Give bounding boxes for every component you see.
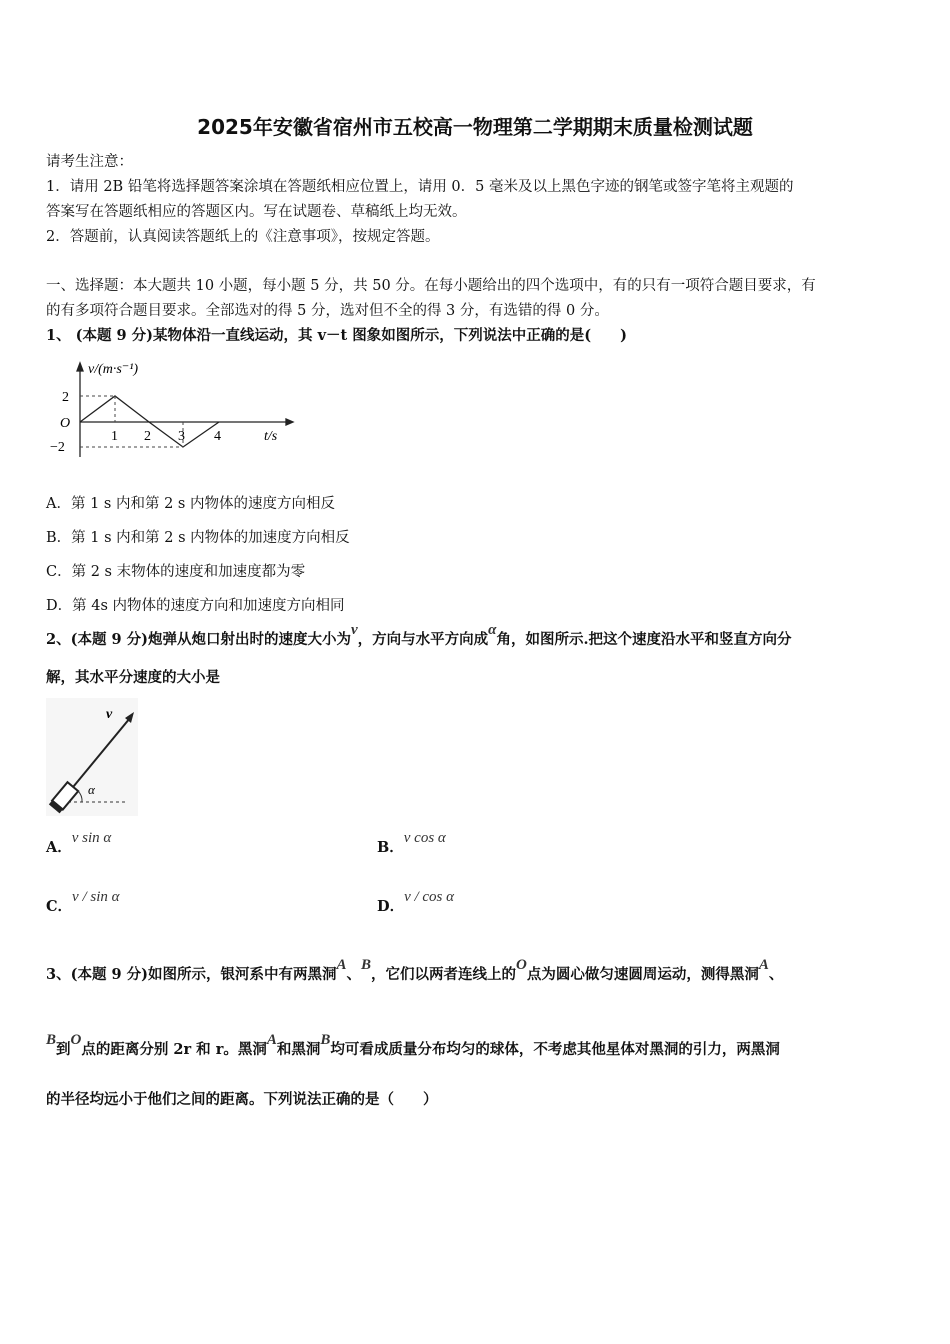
q2-option-a xyxy=(46,830,112,858)
x-tick-3: 3 xyxy=(178,429,185,444)
q3-B-1: B xyxy=(361,957,372,973)
q3-A-2: A xyxy=(758,957,769,973)
section-intro-1: 一、选择题：本大题共 10 小题，每小题 5 分，共 50 分。在每小题给出的四个选项中，有的只有一项符合题目要求，有 xyxy=(46,278,816,294)
q2-option-a-expr: v sin α xyxy=(71,830,112,846)
q2-option-c xyxy=(46,889,120,917)
q1-option-d: D．第 4s 内物体的速度方向和加速度方向相同 xyxy=(46,598,345,614)
notice-item-2: 2．答题前，认真阅读答题纸上的《注意事项》，按规定答题。 xyxy=(46,229,440,245)
v-axis-arrow xyxy=(77,363,83,371)
q3-B-3: B xyxy=(320,1032,331,1048)
q2-option-b-label: B． xyxy=(377,839,404,856)
x-tick-1: 1 xyxy=(111,429,118,444)
q1-stem: 1、 (本题 9 分)某物体沿一直线运动，其 v－t 图象如图所示，下列说法中正确的是( ) xyxy=(46,327,627,344)
y-tick-neg2: −2 xyxy=(50,440,65,455)
q3-B-2: B xyxy=(46,1032,57,1048)
q3-O-2: O xyxy=(70,1032,82,1048)
q2-cannon-figure xyxy=(46,698,138,816)
q1-vt-graph xyxy=(46,355,296,465)
q2-option-d xyxy=(377,889,455,917)
q3-p7: 和黑洞 xyxy=(276,1041,321,1058)
q3-p3: 点为圆心做匀速圆周运动，测得黑洞 xyxy=(526,966,759,983)
q2-stem-b: ，方向与水平方向成 xyxy=(357,631,489,648)
q2-option-d-expr: v / cos α xyxy=(404,889,455,905)
notice-heading: 请考生注意： xyxy=(46,154,133,170)
notice-item-1b: 答案写在答题纸相应的答题区内。写在试题卷、草稿纸上均无效。 xyxy=(46,204,467,220)
x-tick-4: 4 xyxy=(214,429,221,444)
q1-option-b: B．第 1 s 内和第 2 s 内物体的加速度方向相反 xyxy=(46,530,350,546)
origin-label: O xyxy=(60,416,71,431)
q3-O-1: O xyxy=(516,957,527,973)
q2-stem-c: 角，如图所示.把这个速度沿水平和竖直方向分 xyxy=(496,631,792,648)
q1-option-a: A．第 1 s 内和第 2 s 内物体的速度方向相反 xyxy=(46,496,335,512)
q3-p1: 3、(本题 9 分)如图所示，银河系中有两黑洞 xyxy=(46,966,337,983)
q2-stem-a: 2、(本题 9 分)炮弹从炮口射出时的速度大小为 xyxy=(46,631,351,648)
page-title: 2025年安徽省宿州市五校高一物理第二学期期末质量检测试题 xyxy=(197,115,753,139)
q2-option-b xyxy=(377,830,446,858)
q3-p5: 到 xyxy=(56,1041,71,1058)
q2-v-symbol: v xyxy=(351,622,358,638)
q3-p9: 的半径均远小于他们之间的距离。下列说法正确的是（ ） xyxy=(46,1091,438,1108)
v-label: v xyxy=(106,707,113,722)
q1-option-c: C．第 2 s 末物体的速度和加速度都为零 xyxy=(46,564,306,580)
q2-option-c-expr: v / sin α xyxy=(72,889,120,905)
q2-stem-line1 xyxy=(46,622,792,650)
q2-option-c-label: C． xyxy=(46,898,73,915)
t-axis-label: t/s xyxy=(264,429,278,444)
q3-p2: ，它们以两者连线上的 xyxy=(371,966,517,983)
q3-line1 xyxy=(46,957,784,985)
notice-item-1a: 1．请用 2B 铅笔将选择题答案涂填在答题纸相应位置上，请用 0．5 毫米及以上黑色字迹的钢笔或签字笔将主观题的 xyxy=(46,179,794,195)
q2-alpha-symbol: α xyxy=(488,622,497,638)
alpha-label: α xyxy=(88,782,95,797)
q2-option-b-expr: v cos α xyxy=(403,830,446,846)
q2-option-d-label: D． xyxy=(377,898,405,915)
q3-p4: 、 xyxy=(768,966,784,983)
q3-A-3: A xyxy=(266,1032,277,1048)
y-tick-2: 2 xyxy=(62,390,69,405)
t-axis-arrow xyxy=(286,419,293,425)
q3-p6: 点的距离分别 2r 和 r。黑洞 xyxy=(81,1041,267,1058)
x-tick-2: 2 xyxy=(144,429,151,444)
v-axis-label: v/(m·s⁻¹) xyxy=(88,362,139,377)
q3-line2 xyxy=(46,1032,780,1060)
q3-sep: 、 xyxy=(346,966,362,983)
q2-option-a-label: A． xyxy=(46,839,72,856)
q3-A-1: A xyxy=(336,957,347,973)
q3-p8: 均可看成质量分布均匀的球体，不考虑其他星体对黑洞的引力，两黑洞 xyxy=(330,1041,780,1058)
section-intro-2: 的有多项符合题目要求。全部选对的得 5 分，选对但不全的得 3 分，有选错的得 0 分。 xyxy=(46,303,609,319)
q2-stem-d: 解，其水平分速度的大小是 xyxy=(46,669,220,686)
